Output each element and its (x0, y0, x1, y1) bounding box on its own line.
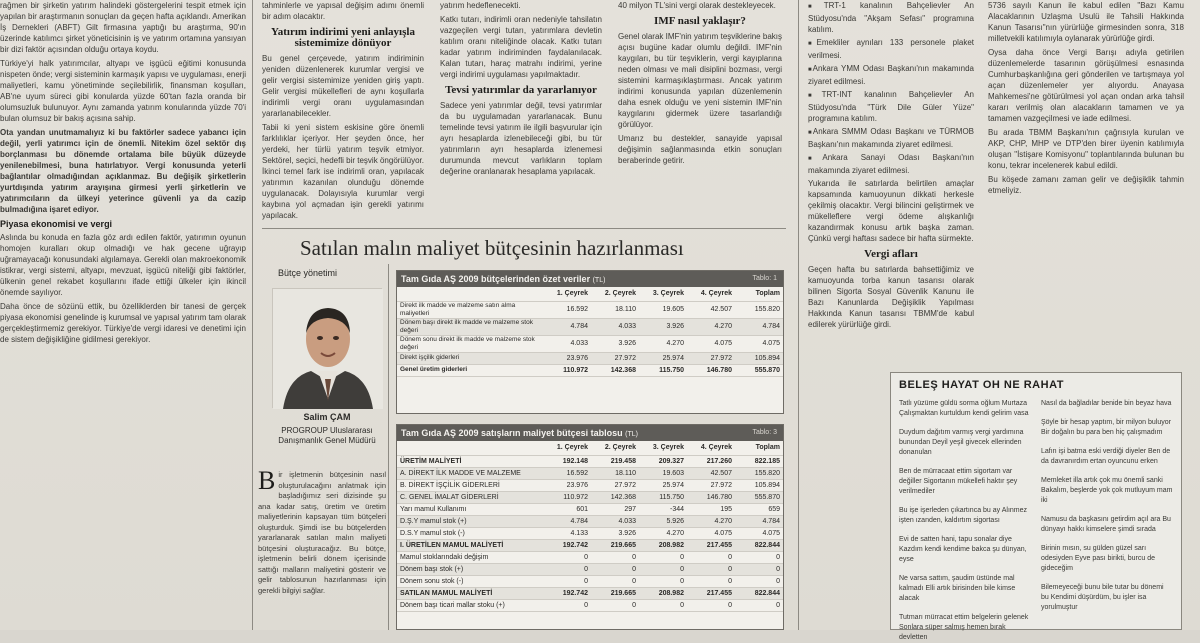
table-cell: 23.976 (543, 479, 591, 491)
table-tag: Tablo: 1 (752, 275, 777, 282)
section-heading: Tevsi yatırımlar da yararlanıyor (445, 84, 597, 96)
table-cell: 115.750 (639, 364, 687, 376)
poem-stanza: Ben de mürracaat ettim sigortam var değiller Sigortanın mükellefi haktır şey verilmediler (899, 468, 1018, 495)
table-cell: 27.972 (591, 352, 639, 364)
table-cell: 146.780 (687, 491, 735, 503)
table-unit: (TL) (592, 277, 606, 284)
table-cell: 4.075 (735, 335, 783, 352)
table-cell: 0 (591, 599, 639, 611)
section-heading: IMF nasıl yaklaşır? (654, 15, 746, 27)
table-cell: 208.982 (639, 587, 687, 599)
author-name: Salim ÇAM (303, 412, 351, 422)
table-cell: 192.148 (543, 455, 591, 467)
paragraph: Tabii ki yeni sistem eskisine göre önemli farklılıklar içeriyor. Her şeyden önce, her yerdeki, her türlü yatırım teşvik etmiyor. Sektörel, seçici, hedefli bir teşvik öngörülüyor. İkinci temel fark ise indirimli oran, yapılacak yatırımın kazanılan olunduğu dönemde uygulanacak. Dolayısıyla kurumlar vergi kaybına yol açmadan işin gerekli yatırımı yapılacak. (262, 123, 424, 220)
table-cell: 0 (543, 575, 591, 587)
column-header (397, 287, 543, 301)
table-cell: 0 (591, 575, 639, 587)
table-row (397, 352, 783, 364)
column-header: 3. Çeyrek (639, 287, 687, 301)
table-cell: 0 (687, 551, 735, 563)
article-column-4 (618, 0, 782, 226)
article-column-6 (988, 0, 1184, 366)
column-header: 3. Çeyrek (639, 441, 687, 455)
budget-summary-table (396, 270, 784, 414)
row-label: Direkt ilk madde ve malzeme satın alma maliyetleri (397, 301, 543, 318)
table-row (397, 551, 783, 563)
column-header: 4. Çeyrek (687, 287, 735, 301)
poem-columns (899, 399, 1173, 641)
article-column-5 (808, 0, 974, 370)
table-cell: 0 (591, 551, 639, 563)
table-cell: 105.894 (735, 352, 783, 364)
table-row (397, 364, 783, 376)
poem-stanza: Evi de satten hani, tapu sonalar diye Kazdım kendi kendime bakca şu dünyan, eyse (899, 536, 1027, 563)
column-header: 1. Çeyrek (543, 287, 591, 301)
table-cell: 822.844 (735, 539, 783, 551)
table-cell: 208.982 (639, 539, 687, 551)
table-body (397, 287, 783, 377)
poem-right (1041, 399, 1173, 629)
row-label: B. DİREKT İŞÇİLİK GİDERLERİ (397, 479, 543, 491)
table-title-bar (397, 425, 783, 441)
table-cell: 27.972 (591, 479, 639, 491)
table-cell: 4.033 (591, 318, 639, 335)
table-cell: 4.075 (735, 527, 783, 539)
table-row (397, 479, 783, 491)
table-cell: 4.270 (687, 515, 735, 527)
table-cell: 192.742 (543, 539, 591, 551)
poem-stanza: Birinin mısın, su gülden güzel sarı odesiyden Eyve pası birikti, burcu de gideceğim (1041, 545, 1156, 572)
table-cell: 217.455 (687, 587, 735, 599)
paragraph: ir işletmenin bütçesinin nasıl oluşturulacağını anlatmak için başladığımız seri dizisinde şu ana kadar satış, üretim ve üretim maliyetlerinin kapsayan tüm bütçeleri oluşturduk. Şimdi ise bu bütçelerden yararlanarak satılan malın maliyeti bütçesini oluşturacağız. Bu bütçe, işletmenin belirli dönem içerisinde sattığı malların maliyetini gösterir ve gelir tablosunun hazırlanması için gerekli bilgiyi sağlar. (258, 470, 386, 595)
table-cell: 0 (639, 599, 687, 611)
list-item: ■ Ankara SMMM Odası Başkanı ve TÜRMOB Başkanı'nın makamında ziyaret edilmesi. (808, 126, 974, 150)
table-cell: 110.972 (543, 491, 591, 503)
paragraph: Katkı tutarı, indirimli oran nedeniyle tahsilatın vazgeçilen vergi tutarı, yatırımlara devletin katılım oranı niteliğinde olacak. Katkı tutarı kadar yatırım indiriminden faydalanılacak. Kalan tutarı, haraç matrahı indirimi, yerine vergi indirimi uygulaması yapılmaktadır. (440, 15, 602, 79)
table-cell: 192.742 (543, 587, 591, 599)
table-row (397, 503, 783, 515)
cost-budget-table (396, 424, 784, 630)
section-heading: Piyasa ekonomisi ve vergi (0, 219, 113, 229)
table-cell: 110.972 (543, 364, 591, 376)
table-cell: 0 (687, 575, 735, 587)
paragraph: Umarız bu destekler, sanayide yapısal değişimin sağlanmasında etkin sonuçları beraberinde getirir. (618, 134, 782, 165)
article-headline: Satılan malın maliyet bütçesinin hazırlanması (300, 236, 684, 260)
table-cell: 659 (735, 503, 783, 515)
box-title: BELEŞ HAYAT OH NE RAHAT (899, 379, 1064, 391)
table-cell: 0 (591, 563, 639, 575)
table-cell: 0 (735, 563, 783, 575)
table-header-row (397, 287, 783, 301)
poem-stanza: Tutmarı mürracat ettim belgelerin gelenek Sonlara süper salmış hemen bırak devletten (899, 614, 1029, 641)
table-title: Tam Gıda AŞ 2009 bütçelerinden özet veriler (401, 274, 591, 284)
paragraph: Türkiye'yi halk yatırımcılar, altyapı ve işgücü eğitimi konusunda nispeten önde; vergi sisteminin karmaşık yapısı ve uygulaması, enerji maliyetleri, kamu yönetiminde seçilebilirlik, finansman koşulları, AB'ne uyum süreci gibi konularda yüzde 60'tan fazla oranda bir olumsuzluk bulunuyor. Aynı zamanda yatırım konularında yüzde 70'i bulan olumsuz bir bakış açısına sahip. (0, 59, 246, 123)
table-row (397, 527, 783, 539)
row-label: Dönem başı direkt ilk madde ve malzeme stok değeri (397, 318, 543, 335)
table-cell: 4.784 (735, 515, 783, 527)
poem-stanza: Ne varsa sattım, şaudim üstünde mal kalmadı Elli artık birisinden bile kimse alacak (899, 575, 1016, 602)
column-header: 2. Çeyrek (591, 441, 639, 455)
table-cell: -344 (639, 503, 687, 515)
author-photo (272, 288, 382, 408)
table-cell: 219.665 (591, 587, 639, 599)
table-cell: 0 (687, 599, 735, 611)
table-cell: 4.133 (543, 527, 591, 539)
paragraph: Yukarıda ile satırlarda belirtilen amaçlar kapsamında kamuoyunun dikkati herkesle çekilmiş olacaktır. Vergi bilincini geliştirmek ve mükelleflere vergi ödeme alışkanlığı kazandırmak konusu artık başka zaman. Çünkü vergi haftası sadece bir hafta sürmekte. (808, 179, 974, 243)
table-cell: 4.784 (543, 318, 591, 335)
table-row (397, 318, 783, 335)
table-cell: 4.033 (543, 335, 591, 352)
list-item: ■ Ankara YMM Odası Başkanı'nın makamında ziyaret edilmesi. (808, 63, 974, 87)
table-cell: 142.368 (591, 364, 639, 376)
table-cell: 0 (735, 551, 783, 563)
paragraph: Bu arada TBMM Başkanı'nın çağrısıyla kurulan ve AKP, CHP, MHP ve DTP'den birer üyenin katılımıyla oluşan "İstişare Komisyonu" toplantılarında bulunan bu konu, tekrar incelenerek kabul edildi. (988, 128, 1184, 170)
paragraph: Genel olarak IMF'nin yatırım teşviklerine bakış açısı bugüne kadar olumlu değildi. IMF'nin kaygıları, bu tür teşviklerin, vergi kayıplarına neden olması ve mali disiplini bozması, vergi sistemini karmaşıklaştırması. Ancak yatırım indirimi konusunda yapılan düzenlemenin daha esnek olduğu ve yeni sistemin IMF'nin kaygılarını gidermek üzere tasarlandığı görülüyor. (618, 32, 782, 129)
poem-stanza: Şöyle bir hesap yaptım, bir milyon buluyor Bir doğalın bu para ben hiç çalışmadım (1041, 419, 1171, 436)
paragraph: Bu köşede zamanı zaman gelir ve değişiklik tahmin etmeliyiz. (988, 175, 1184, 195)
paragraph: 40 milyon TL'sini vergi olarak destekleyecek. (618, 1, 776, 10)
column-header: 2. Çeyrek (591, 287, 639, 301)
table-cell: 27.972 (687, 479, 735, 491)
paragraph: yatırım hedeflenecekti. (440, 1, 521, 10)
table-cell: 4.033 (591, 515, 639, 527)
table-row (397, 599, 783, 611)
table-cell: 19.605 (639, 301, 687, 318)
table-cell: 601 (543, 503, 591, 515)
table-cell: 4.270 (639, 527, 687, 539)
paragraph: Aslında bu konuda en fazla göz ardı edilen faktör, yatırımın oyunun homojen kuralları okup olmadığı ve hak gecene uğrayıp uğramayacağı konusundaki algılamaya. Gerekli olan makroekonomik istikrar, vergi sistemi, altyapı, mevzuat, işgücü niteliği gibi faktörler, ülkenin genel rekabet koşullarını ifade ettiği ülkeler için ikincil önemde sayılıyor. (0, 233, 246, 297)
table-cell: 555.870 (735, 364, 783, 376)
table-cell: 822.185 (735, 455, 783, 467)
table-cell: 155.820 (735, 467, 783, 479)
table-row (397, 467, 783, 479)
table-cell: 3.926 (591, 335, 639, 352)
section-heading: Yatırım indirimi yeni anlayışla sistemimize dönüyor (271, 26, 415, 49)
paragraph: 5736 sayılı Kanun ile kabul edilen "Bazı Kamu Alacaklarının Uzlaşma Usulü ile Tahsili Hakkında Kanun Tasarısı"nın yürürlüğe girmesinden sonra, 318 milletvekili katılımıyla oylanarak yürürlüğe girdi. (988, 1, 1184, 43)
poem-box (890, 372, 1182, 641)
table-cell: 105.894 (735, 479, 783, 491)
row-label: D.S.Y mamul stok (-) (397, 527, 543, 539)
table-cell: 217.260 (687, 455, 735, 467)
column-header: Toplam (735, 441, 783, 455)
table-cell: 115.750 (639, 491, 687, 503)
table-row (397, 335, 783, 352)
table-title-bar (397, 271, 783, 287)
article-column-1 (0, 0, 246, 630)
table-row (397, 563, 783, 575)
poem-stanza: Lafın işi batma eski verdiği diyeler Ben de da davranırdım ertan oyuncunu erken (1041, 448, 1171, 465)
list-item: ■ TRT-1 kanalının Bahçelievler An Stüdyosu'nda "Akşam Sefası" programına katılım. (808, 0, 974, 35)
table-header-row (397, 441, 783, 455)
table-row (397, 515, 783, 527)
column-divider (388, 264, 389, 630)
table-row (397, 455, 783, 467)
paragraph: Daha önce de sözünü ettik, bu özelliklerden bir tanesi de gerçek piyasa ekonomisi genelinde iş kurumsal ve yapısal yatırım tam olarak gerçekleştirmemiz gerekiyor. Türkiye'de vergi idaresi ve denetimi için de sistem değişikliğine gidilmesi gerekiyor. (0, 302, 246, 344)
table-cell: 4.784 (543, 515, 591, 527)
paragraph: Geçen hafta bu satırlarda bahsettiğimiz ve kamuoyunda torba kanun tasarısı olarak bilinen Sigorta Sosyal Güvenlik Kanunu ile Bazı Kanunlarda Değişiklik Yapılması Hakkında Kanun tasarısı TBMM'de kabul edilerek yürürlüğe girdi. (808, 265, 974, 329)
table-cell: 209.327 (639, 455, 687, 467)
author-credit (272, 412, 382, 446)
paragraph: Ota yandan unutmamalıyız ki bu faktörler sadece yabancı için değil, yerli yatırımcı için de önemli. Nitekim özel sektör dış borçlanması bu dönemde ortalama bile büyük düzeyde yenilenebilmesi, buna hatırlatıyor. Vergi konusunda yeterli bağlantılar olmadığından açıklanmaz. Bu değişik şirketlerin yurtdışında yatırım arayışına girmesi yerli şirketlerin ve yatırımcıların da ülkeyi yeterince güvenli ya da cazip bulmadığına işaret ediyor. (0, 128, 246, 214)
poem-stanza: Bilemeyeceği bunu bile tutar bu dönemi bu Kendimi düşürdüm, bu işler isa yorulmuştur (1041, 584, 1164, 611)
poem-left (899, 399, 1031, 641)
table-cell: 219.665 (591, 539, 639, 551)
table-cell: 155.820 (735, 301, 783, 318)
table-cell: 0 (735, 575, 783, 587)
row-label: ÜRETİM MALİYETİ (397, 455, 543, 467)
table-row (397, 491, 783, 503)
row-label: Dönem başı stok (+) (397, 563, 543, 575)
table-cell: 297 (591, 503, 639, 515)
table-body (397, 441, 783, 612)
row-label: D.Ş.Y mamul stok (+) (397, 515, 543, 527)
column-divider (252, 0, 253, 630)
list-item: ■ Emekliler aynıları 133 personele plaket verilmesi. (808, 37, 974, 61)
table-cell: 16.592 (543, 467, 591, 479)
paragraph: rağmen bir şirketin yatırım halindeki göstergelerini tespit etmek için yapılan bir araştırmanın sonuçları da geçen hafta açıklandı. Amerikan İş Dernekleri (ABFT) Gilt firmasına yaptığı bu araştırma, 90'ın üzerinde katılımcı şirket yöneticisinin iş ve yatırım ortamına yansıyan bir dizi faktör açısından olduğu ortaya koydu. (0, 1, 246, 54)
column-header: 1. Çeyrek (543, 441, 591, 455)
drop-cap: B (258, 466, 276, 495)
poem-stanza: Bu işe işerleden çıkartınca bu ay Alınmez işten ızanden, kaldırtım sigortası (899, 507, 1028, 524)
author-title: Danışmanlık Genel Müdürü (278, 436, 376, 445)
section-heading: Vergi afları (864, 248, 918, 260)
row-label: Dönem sonu direkt ilk madde ve malzeme stok değeri (397, 335, 543, 352)
table-cell: 146.780 (687, 364, 735, 376)
column-header: Toplam (735, 287, 783, 301)
table-row (397, 587, 783, 599)
list-item: ■ Ankara Sanayi Odası Başkanı'nın makamında ziyaret edilmesi. (808, 152, 974, 176)
table-cell: 0 (687, 563, 735, 575)
paragraph: Bu genel çerçevede, yatırım indiriminin yeniden düzenlenerek kurumlar vergisi ve gelir vergisi sistemimize yeniden giriş yaptı. Gelir vergisi mükellefleri de aynı koşullarla indirimli vergi oranı uygulamasından yararlanabilecekler. (262, 54, 424, 118)
column-divider (798, 0, 799, 630)
table-cell: 0 (543, 563, 591, 575)
table-cell: 5.926 (639, 515, 687, 527)
column-label: Bütçe yönetimi (278, 268, 338, 278)
column-divider (262, 228, 786, 229)
list-item: ■ TRT-INT kanalının Bahçelievler An Stüdyosu'nda "Türk Dile Güler Yüze" programına katılım. (808, 89, 974, 124)
table-row (397, 575, 783, 587)
article-intro (258, 466, 386, 630)
table-row (397, 539, 783, 551)
portrait-image (273, 289, 383, 409)
table-cell: 4.075 (687, 335, 735, 352)
table-cell: 555.870 (735, 491, 783, 503)
table-cell: 23.976 (543, 352, 591, 364)
table-cell: 0 (639, 551, 687, 563)
table-cell: 16.592 (543, 301, 591, 318)
table-cell: 18.110 (591, 301, 639, 318)
table-cell: 3.926 (591, 527, 639, 539)
table-cell: 0 (543, 551, 591, 563)
table-cell: 0 (543, 599, 591, 611)
poem-stanza: Duydum dağıtım varmış vergi yardımına bunundan Deyil yeşil givecek ellerinden donanulan (899, 429, 1024, 456)
event-list (808, 0, 974, 176)
poem-stanza: Nasıl da bağladılar benide bin beyaz hava (1041, 400, 1172, 407)
table-cell: 0 (639, 563, 687, 575)
table-row (397, 301, 783, 318)
table-cell: 0 (735, 599, 783, 611)
table-cell: 219.458 (591, 455, 639, 467)
table-cell: 4.270 (687, 318, 735, 335)
table-unit: (TL) (625, 431, 638, 438)
row-label: Dönem sonu stok (-) (397, 575, 543, 587)
author-org: PROGROUP Uluslararası (281, 426, 373, 435)
row-label: I. ÜRETİLEN MAMUL MALİYETİ (397, 539, 543, 551)
table-cell: 25.974 (639, 479, 687, 491)
table-cell: 217.455 (687, 539, 735, 551)
table-cell: 822.844 (735, 587, 783, 599)
row-label: Direkt işçilik giderleri (397, 352, 543, 364)
table-title: Tam Gıda AŞ 2009 satışların maliyet bütçesi tablosu (401, 428, 623, 438)
table-cell: 25.974 (639, 352, 687, 364)
paragraph: Oysa daha önce Vergi Barışı adıyla getirilen düzenlemelerde tasarının görüşülmesi esnasında Cumhurbaşkanlığına geri gönderilen ve tartışmaya yol açan düzenlemeler yer alıyordu. Anayasa Mahkemesi'ne götürülmesi yol açan ondan arka tahsil kararı verilmiş olan alacakların tamamen ve ya tamamen vazgeçilmesi ve iade edilmesi. (988, 48, 1184, 123)
row-label: Mamul stoklarındaki değişim (397, 551, 543, 563)
paragraph: Sadece yeni yatırımlar değil, tevsi yatırımlar da bu uygulamadan yararlanacak. Bunu temelinde tevsi yatırım ile ilgili başvurular için ayrı hesaplarda izlenebileceği gibi, bu tür yatırımların ayrı hesaplarda izlenemesi durumunda mevcut varlıkların toplam değerine oranlanarak hesaplama yapılacak. (440, 101, 602, 176)
row-label: C. GENEL İMALAT GİDERLERİ (397, 491, 543, 503)
row-label: A. DİREKT İLK MADDE VE MALZEME (397, 467, 543, 479)
table-cell: 3.926 (639, 318, 687, 335)
row-label: SATILAN MAMUL MALİYETİ (397, 587, 543, 599)
table-tag: Tablo: 3 (752, 429, 777, 436)
table-cell: 4.784 (735, 318, 783, 335)
poem-stanza: Namusu da başkasını getirdim açıl ara Bu dünyayı hakkı kimselere şimdi sırada (1041, 516, 1171, 533)
table-cell: 0 (639, 575, 687, 587)
paragraph: tahminlerle ve yapısal değişim adımı önemli bir adım olacaktır. (262, 1, 424, 21)
table-cell: 195 (687, 503, 735, 515)
table-cell: 18.110 (591, 467, 639, 479)
table-cell: 4.075 (687, 527, 735, 539)
table-cell: 19.603 (639, 467, 687, 479)
row-label: Yarı mamul Kullanımı (397, 503, 543, 515)
article-column-3 (440, 0, 602, 226)
table-cell: 4.270 (639, 335, 687, 352)
row-label: Genel üretim giderleri (397, 364, 543, 376)
column-header (397, 441, 543, 455)
table-cell: 42.507 (687, 467, 735, 479)
poem-stanza: Tatlı yüzüme güldü sorma oğlum Murtaza Çalışmaktan kurtuldum kendi gelirim vasa (899, 400, 1029, 417)
article-column-2 (262, 0, 424, 226)
table-cell: 142.368 (591, 491, 639, 503)
table-cell: 27.972 (687, 352, 735, 364)
poem-stanza: Memleket illa artık çok mu önemli sanki Bakalım, beşlerde yok çok mutluyum mam iki (1041, 477, 1173, 504)
row-label: Dönem başı ticari mallar stoku (+) (397, 599, 543, 611)
table-cell: 42.507 (687, 301, 735, 318)
column-header: 4. Çeyrek (687, 441, 735, 455)
